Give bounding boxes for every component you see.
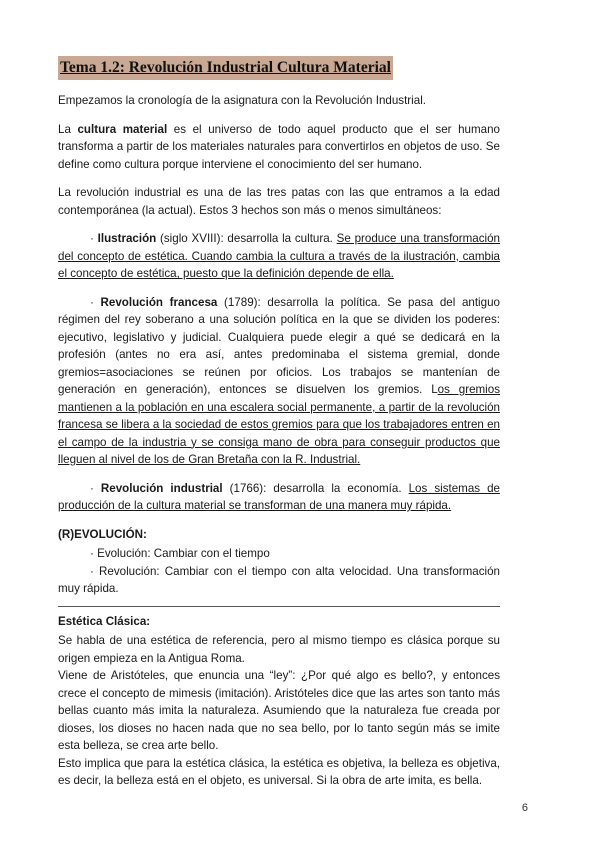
page-number: 6 bbox=[521, 802, 528, 814]
industrial-term: Revolución industrial bbox=[100, 481, 223, 495]
cultura-material-paragraph: La cultura material es el universo de todo aquel producto que el ser humano transforma a partir de los materiales naturales para convertirlos en objetos de uso. Se define como cultura porque interviene el conocimiento del ser humano. bbox=[58, 122, 500, 171]
francesa-paragraph: · Revolución francesa (1789): desarrolla la política. Se pasa del antiguo régimen del rey soberano a una solución política en la que se dividen los poderes: ejecutivo, legislativo y judicial. Cualquiera puede elegir a qué se dedicará en la profesión (antes no era así, antes predominaba el sistema gremial, donde gremios=asociaciones se reúnen por oficios. Los trabajos se mantenían de generación en generación), entonces se disuelven los gremios. Los gremios mantienen a la población en una escalera social permanente, a partir de la revolución francesa se libera a la sociedad de estos gremios para que los trabajadores entren en el campo de la industria y se consiga mano de obra para conseguir productos que lleguen al nivel de los de Gran Bretaña con la R. Industrial. bbox=[58, 295, 501, 466]
document-page bbox=[58, 56, 500, 790]
section-divider bbox=[58, 606, 500, 607]
revolucion-item: · Revolución: Cambiar con el tiempo con alta velocidad. Una transformación muy rápida. bbox=[58, 564, 500, 595]
estetica-paragraph-3: Esto implica que para la estética clásica, la estética es objetiva, la belleza es objetiva, es decir, la belleza está en el objeto, es universal. Si la obra de arte imita, es bella. bbox=[58, 756, 500, 787]
francesa-term: Revolución francesa bbox=[100, 295, 218, 309]
industrial-paragraph: · Revolución industrial (1766): desarrolla la economía. Los sistemas de producción de la cultura material se transforman de una manera muy rápida. bbox=[58, 481, 500, 512]
industrial-underlined: Los sistemas de producción de la cultura material se transforman de una manera muy rápida. bbox=[58, 481, 500, 512]
revolucion-intro-paragraph: La revolución industrial es una de las tres patas con las que entramos a la edad contemporánea (la actual). Estos 3 hechos son más o menos simultáneos: bbox=[58, 186, 500, 217]
page-title: Tema 1.2: Revolución Industrial Cultura Material bbox=[58, 56, 393, 80]
ilustracion-paragraph: · Ilustración (siglo XVIII): desarrolla la cultura. Se produce una transformación del concepto de estética. Cuando cambia la cultura a través de la ilustración, cambia el concepto de estética, puesto que la definición depende de ella. bbox=[58, 232, 500, 280]
intro-paragraph: Empezamos la cronología de la asignatura con la Revolución Industrial. bbox=[58, 94, 426, 107]
estetica-heading: Estética Clásica: bbox=[58, 614, 151, 628]
francesa-underlined: os gremios mantienen a la población en una escalera social permanente, a partir de la revolución francesa se libera a la sociedad de estos gremios para que los trabajadores entren en el campo de la industria y se consiga mano de obra para conseguir productos que lleguen al nivel de los de Gran Bretaña con la R. Industrial. bbox=[58, 383, 501, 466]
revolucion-heading: (R)EVOLUCIÓN: bbox=[58, 527, 147, 541]
evolucion-item: · Evolución: Cambiar con el tiempo bbox=[90, 547, 270, 560]
estetica-paragraph-2: Viene de Aristóteles, que enuncia una “ley”: ¿Por qué algo es bello?, y entonces crece el concepto de mimesis (imitación). Aristóteles dice que las artes son tanto más bellas cuanto más imita la naturaleza. Asumiendo que la naturaleza fue creada por dioses, los dioses no hacen nada que no sea bello, por lo tanto según más se imite esta belleza, se crea arte bello. bbox=[58, 669, 500, 752]
cultura-material-term: cultura material bbox=[77, 122, 168, 136]
ilustracion-term: Ilustración bbox=[97, 232, 157, 245]
estetica-paragraph-1: Se habla de una estética de referencia, pero al mismo tiempo es clásica porque su origen empieza en la Antigua Roma. bbox=[58, 634, 500, 665]
ilustracion-underlined: Se produce una transformación del concepto de estética. Cuando cambia la cultura a través de la ilustración, cambia el concepto de estética, puesto que la definición depende de ella. bbox=[58, 232, 500, 280]
